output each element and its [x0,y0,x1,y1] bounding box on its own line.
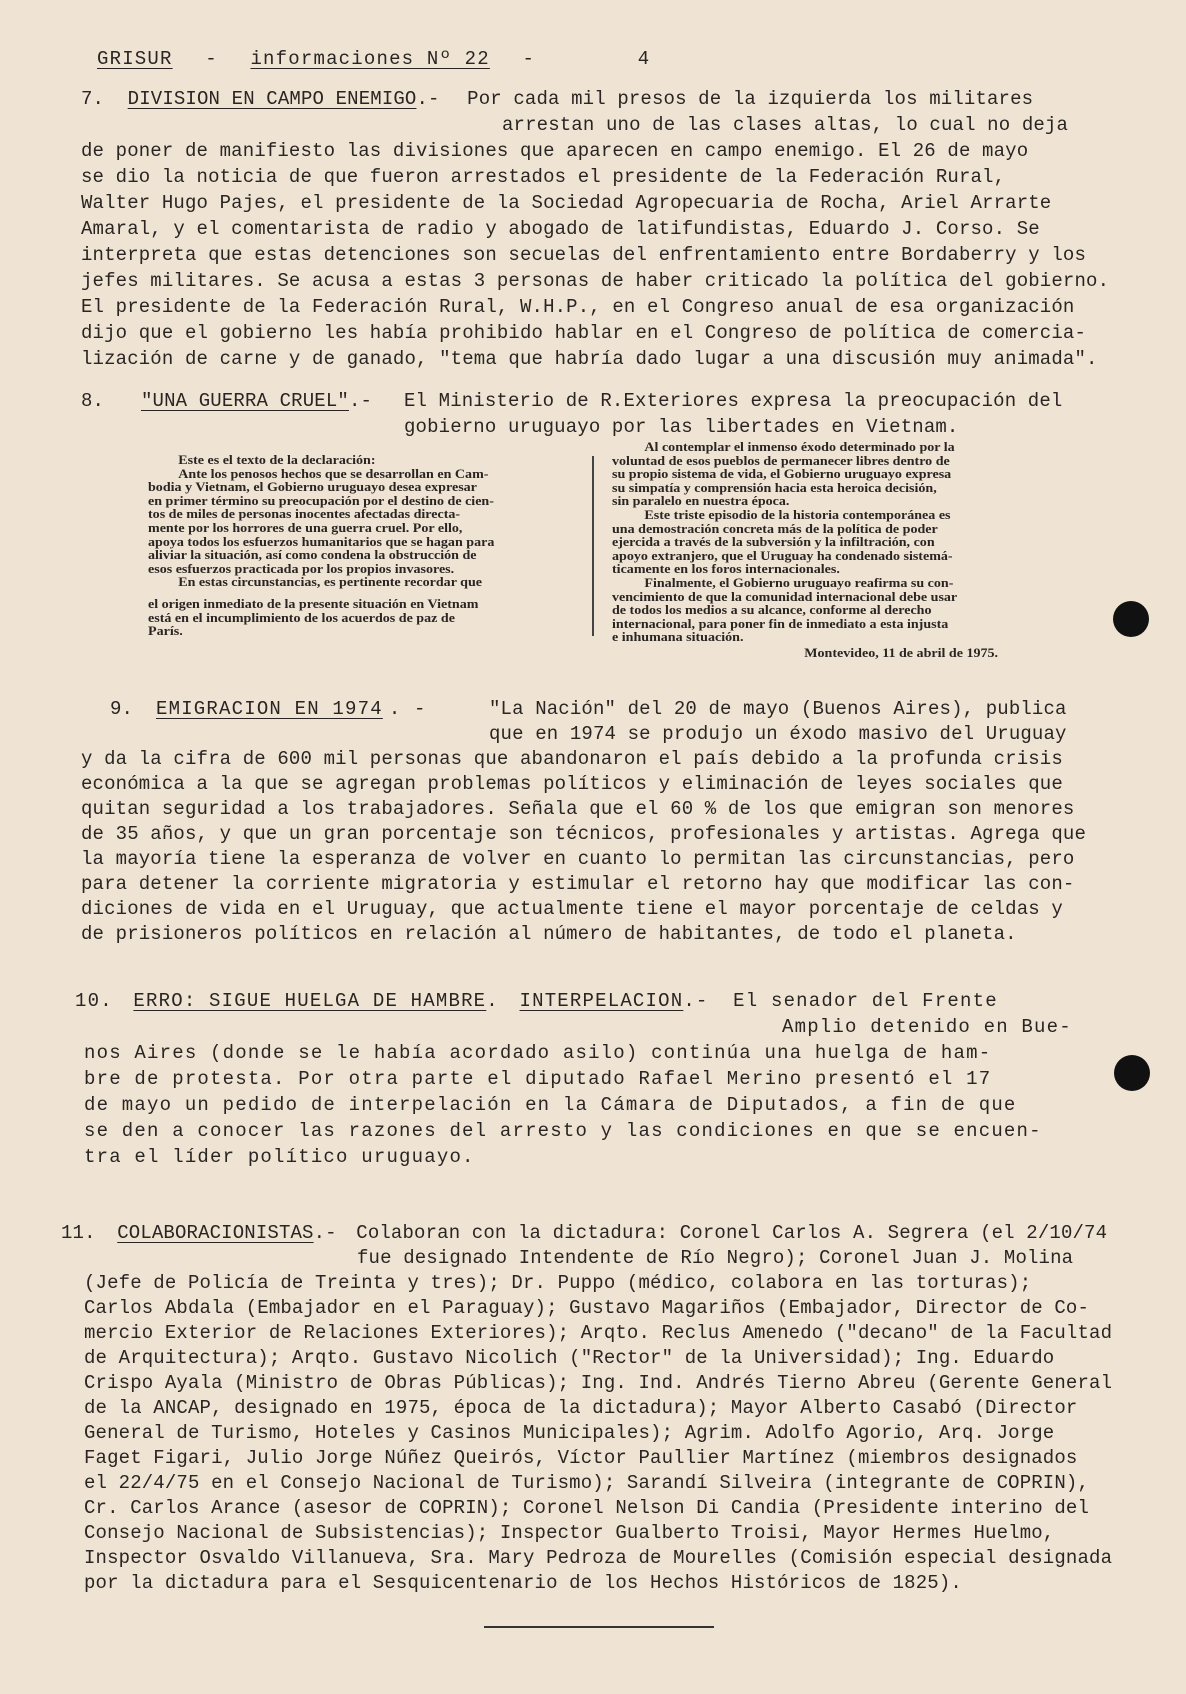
section-10-line-7: tra el líder político uruguayo. [84,1146,475,1168]
clipping-right-line: su simpatía y comprensión hacia esta heroica decisión, [612,479,937,495]
section-7-line-4: se dio la noticia de que fueron arrestados el presidente de la Federación Rural, [81,166,1006,188]
punch-hole-upper [1113,601,1149,637]
section-7-number: 7. [81,88,105,110]
section-9-number: 9. [110,698,134,720]
clipping-left-line: París. [148,623,183,639]
section-11-heading [61,1222,1107,1244]
clipping-right-line: Este triste episodio de la historia contemporánea es [644,506,951,522]
section-7-line-5: Walter Hugo Pajes, el presidente de la Sociedad Agropecuaria de Rocha, Ariel Arrarte [81,192,1052,214]
punch-hole-lower [1114,1055,1150,1091]
section-9-line-1: "La Nación" del 20 de mayo (Buenos Aires), publica [489,698,1067,720]
section-11-line-12: Cr. Carlos Arance (asesor de COPRIN); Coronel Nelson Di Candia (Presidente interino del [84,1497,1090,1519]
clipping-left-line: bodia y Vietnam, el Gobierno uruguayo desea expresar [148,479,477,495]
section-10-title-2: INTERPELACION [519,990,684,1012]
section-9-title: EMIGRACION EN 1974 [156,698,383,720]
section-10-heading [75,990,998,1012]
issue-label: informaciones Nº 22 [250,48,490,70]
clipping-left-line: apoya todos los esfuerzos humanitarios que se hagan para [148,533,495,549]
clipping-right-line: vencimiento de que la comunidad internacional debe usar [612,588,958,604]
section-11-line-1: Colaboran con la dictadura: Coronel Carlos A. Segrera (el 2/10/74 [356,1222,1108,1244]
section-7-line-6: Amaral, y el comentarista de radio y abogado de latifundistas, Eduardo J. Corso. Se [81,218,1040,240]
closing-rule [484,1626,714,1628]
section-11-number: 11. [61,1222,96,1244]
clipping-left-line: aliviar la situación, así como condena la obstrucción de [148,547,477,563]
section-7-line-9: El presidente de la Federación Rural, W.H.P., en el Congreso anual de esa organización [81,296,1075,318]
section-9-dash: . - [388,698,427,720]
section-11-line-7: Crispo Ayala (Ministro de Obras Públicas); Ing. Ind. Andrés Tierno Abreu (Gerente General [84,1372,1113,1394]
section-8-number: 8. [81,390,105,412]
section-11-dash: .- [313,1222,337,1244]
section-7-line-11: lización de carne y de ganado, "tema que habría dado lugar a una discusión muy animada". [81,348,1098,370]
section-9-heading [156,698,427,720]
section-10-line-5: de mayo un pedido de interpelación en la Cámara de Diputados, a fin de que [84,1094,1017,1116]
section-9-line-10: de prisioneros políticos en relación al número de habitantes, de todo el planeta. [81,923,1017,945]
clipping-left-line: Ante los penosos hechos que se desarrollan en Cam- [178,465,489,481]
section-9-line-3: y da la cifra de 600 mil personas que abandonaron el país debido a la profunda crisis [81,748,1063,770]
section-11-line-5: mercio Exterior de Relaciones Exteriores); Arqto. Reclus Amenedo ("decano" de la Facultad [84,1322,1113,1344]
section-10-dash: .- [683,990,709,1012]
clipping-right-line: de todos los medios a su alcance, conforme al derecho [612,602,932,618]
clipping-right-column [612,440,998,660]
publication-name: GRISUR [97,48,173,70]
clipping-left-line: mente por los horrores de una guerra cruel. Por ello, [148,519,463,535]
page-number: 4 [637,48,651,70]
page-header [97,48,650,70]
clipping-right-line: apoyo extranjero, que el Uruguay ha condenado sistemá- [612,547,953,563]
section-11-line-2: fue designado Intendente de Río Negro); Coronel Juan J. Molina [357,1247,1074,1269]
section-7-line-7: interpreta que estas detenciones son secuelas del enfrentamiento entre Bordaberry y los [81,244,1087,266]
section-10-line-6: se den a conocer las razones del arresto y las condiciones en que se encuen- [84,1120,1042,1142]
clipping-right-line: sin paralelo en nuestra época. [612,493,790,509]
section-11-line-15: por la dictadura para el Sesquicentenario de los Hechos Históricos de 1825). [84,1572,962,1594]
clipping-left-column [148,453,494,638]
section-11-line-14: Inspector Osvaldo Villanueva, Sra. Mary Pedroza de Mourelles (Comisión especial designada [84,1547,1113,1569]
header-separator-2: - [522,48,536,70]
section-7-title: DIVISION EN CAMPO ENEMIGO [127,88,417,110]
section-8-dash: .- [348,390,373,412]
section-10-line-3: nos Aires (donde se le había acordado asilo) continúa una huelga de ham- [84,1042,992,1064]
clipping-right-line: una demostración concreta más de la política de poder [612,520,938,536]
section-7-dash: .- [416,88,440,110]
section-7-heading [81,88,1033,110]
clipping-left-line: esos esfuerzos practicada por los propios invasores. [148,560,455,576]
clipping-right-line: e inhumana situación. [612,629,744,645]
section-7-line-10: dijo que el gobierno les había prohibido hablar en el Congreso de política de comercia- [81,322,1087,344]
header-separator: - [205,48,218,70]
section-9-line-9: diciones de vida en el Uruguay, que actualmente tiene el mayor porcentaje de celdas y [81,898,1063,920]
section-11-line-6: de Arquitectura); Arqto. Gustavo Nicolich ("Rector" de la Universidad); Ing. Eduardo [84,1347,1055,1369]
section-11-line-13: Consejo Nacional de Subsistencias); Inspector Gualberto Troisi, Mayor Hermes Huelmo, [84,1522,1055,1544]
section-9-line-4: económica a la que se agregan problemas políticos y eliminación de leyes sociales que [81,773,1063,795]
section-7-line-8: jefes militares. Se acusa a estas 3 personas de haber criticado la política del gobierno. [81,270,1110,292]
section-8-title: "UNA GUERRA CRUEL" [141,390,349,412]
section-10-line-2: Amplio detenido en Bue- [782,1016,1072,1038]
section-11-line-3: (Jefe de Policía de Treinta y tres); Dr. Puppo (médico, colabora en las torturas); [84,1272,1032,1294]
clipping-left-line: en primer término su preocupación por el destino de cien- [148,492,494,508]
clipping-right-line: internacional, para poner fin de inmediato a esta injusta [612,615,949,631]
section-9-line-2: que en 1974 se produjo un éxodo masivo del Uruguay [489,723,1067,745]
section-7-line-3: de poner de manifiesto las divisiones que aparecen en campo enemigo. El 26 de mayo [81,140,1029,162]
section-7-line-2: arrestan uno de las clases altas, lo cual no deja [502,114,1069,136]
section-10-line-4: bre de protesta. Por otra parte el diputado Rafael Merino presentó el 17 [84,1068,992,1090]
section-8-line-2: gobierno uruguayo por las libertades en Vietnam. [404,416,959,438]
section-8-heading [141,390,372,412]
section-9-line-8: para detener la corriente migratoria y estimular el retorno hay que modificar las con- [81,873,1075,895]
section-11-title: COLABORACIONISTAS [117,1222,314,1244]
section-9-line-6: de 35 años, y que un gran porcentaje son técnicos, profesionales y artistas. Agrega que [81,823,1087,845]
section-10-line-1: El senador del Frente [733,990,998,1012]
clipping-left-line: Este es el texto de la declaración: [178,452,376,467]
section-9-line-7: la mayoría tiene la esperanza de volver en cuanto lo permitan las circunstancias, pero [81,848,1075,870]
clipping-right-line: ejercida a través de la subversión y la infiltración, con [612,534,935,550]
section-9-line-5: quitan seguridad a los trabajadores. Señala que el 60 % de los que emigran son menores [81,798,1075,820]
clipping-right-line: ticamente en los foros internacionales. [612,561,840,577]
section-11-line-10: Faget Figari, Julio Jorge Núñez Queirós, Víctor Paullier Martínez (miembros designados [84,1447,1078,1469]
clipping-right-line: su propio sistema de vida, el Gobierno uruguayo expresa [612,466,952,482]
section-10-title-1: ERRO: SIGUE HUELGA DE HAMBRE [133,990,487,1012]
section-11-line-11: el 22/4/75 en el Consejo Nacional de Turismo); Sarandí Silveira (integrante de COPRIN), [84,1472,1090,1494]
clipping-right-line: voluntad de esos pueblos de permanecer libres dentro de [612,452,950,468]
clipping-left-line: está en el incumplimiento de los acuerdos de paz de [148,609,455,625]
section-8-line-1: El Ministerio de R.Exteriores expresa la preocupación del [404,390,1063,412]
clipping-right-line: Finalmente, el Gobierno uruguayo reafirma su con- [644,574,954,590]
section-11-line-8: de la ANCAP, designado en 1975, época de la dictadura); Mayor Alberto Casabó (Director [84,1397,1078,1419]
clipping-column-rule [592,456,594,636]
section-10-period: . [486,990,499,1012]
section-7-line-1: Por cada mil presos de la izquierda los militares [467,88,1034,110]
clipping-left-line: tos de miles de personas inocentes afectadas directa- [148,506,461,522]
clipping-signature: Montevideo, 11 de abril de 1975. [804,644,999,660]
section-10-number: 10. [75,990,113,1012]
clipping-left-line: el origen inmediato de la presente situación en Vietnam [148,595,479,611]
section-11-line-4: Carlos Abdala (Embajador en el Paraguay); Gustavo Magariños (Embajador, Director de Co- [84,1297,1090,1319]
clipping-right-line: Al contemplar el inmenso éxodo determinado por la [644,439,955,454]
clipping-left-line: En estas circunstancias, es pertinente recordar que [178,574,483,590]
section-11-line-9: General de Turismo, Hoteles y Casinos Municipales); Agrim. Adolfo Agorio, Arq. Jorge [84,1422,1055,1444]
